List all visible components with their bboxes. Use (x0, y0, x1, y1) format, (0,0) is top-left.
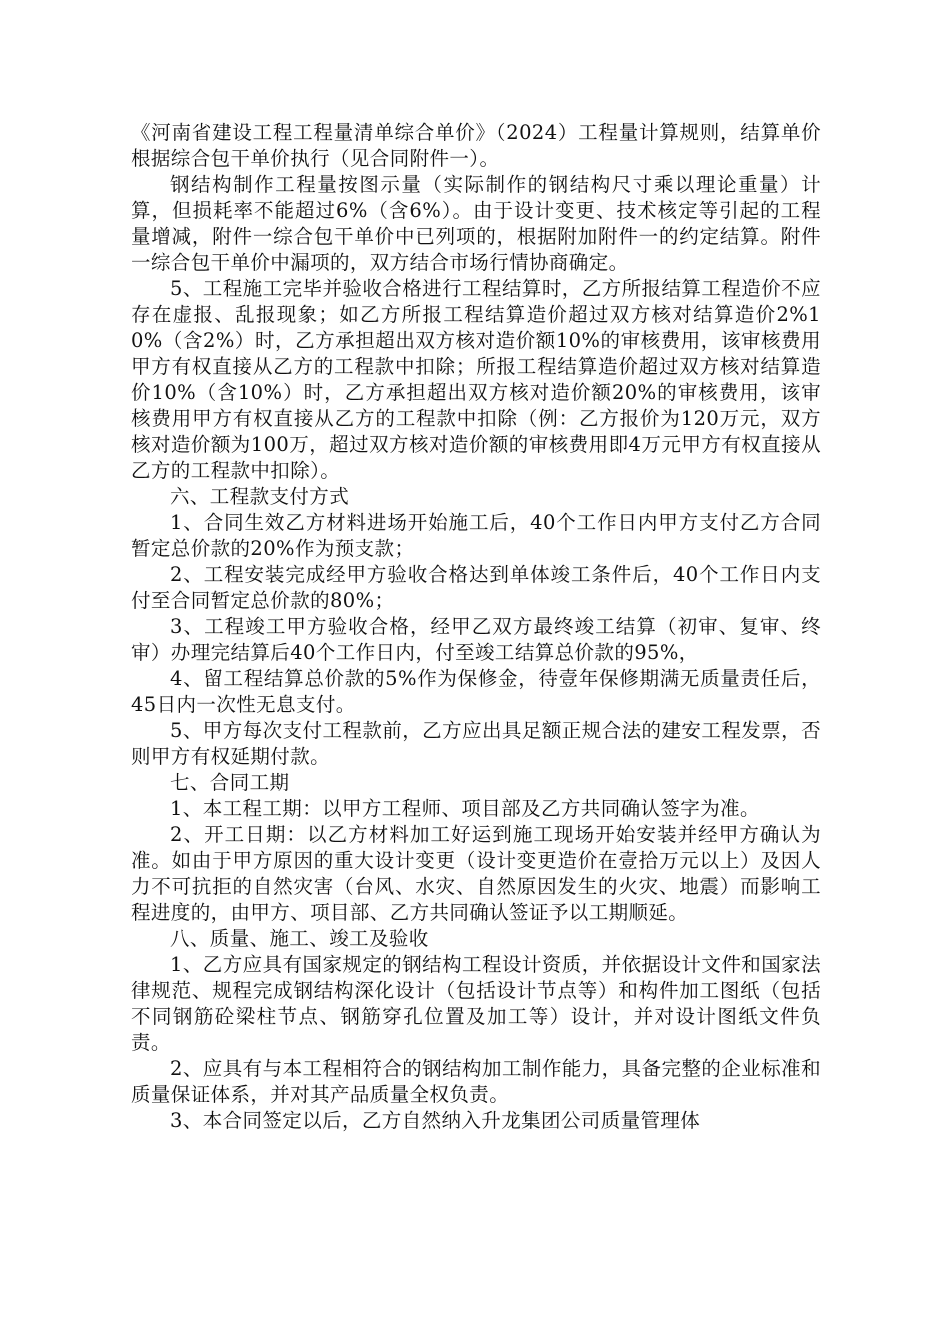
paragraph-payment-3: 3、工程竣工甲方验收合格，经甲乙双方最终竣工结算（初审、复审、终审）办理完结算后40个工作日内，付至竣工结算总价款的95%， (131, 615, 821, 664)
paragraph-quality-3: 3、本合同签定以后，乙方自然纳入升龙集团公司质量管理体 (170, 1109, 701, 1132)
paragraph-schedule-2: 2、开工日期：以乙方材料加工好运到施工现场开始安装并经甲方确认为准。如由于甲方原因的重大设计变更（设计变更造价在壹拾万元以上）及因人力不可抗拒的自然灾害（台风、水灾、自然原因发生的火灾、地震）而影响工程进度的，由甲方、项目部、乙方共同确认签证予以工期顺延。 (131, 823, 821, 924)
paragraph-quality-2: 2、应具有与本工程相符合的钢结构加工制作能力，具备完整的企业标准和质量保证体系，并对其产品质量全权负责。 (131, 1057, 821, 1106)
paragraph-payment-5: 5、甲方每次支付工程款前，乙方应出具足额正规合法的建安工程发票，否则甲方有权延期付款。 (131, 719, 821, 768)
paragraph-steel-quantity: 钢结构制作工程量按图示量（实际制作的钢结构尺寸乘以理论重量）计算，但损耗率不能超过6%（含6%）。由于设计变更、技术核定等引起的工程量增减，附件一综合包干单价中已列项的，根据附加附件一的约定结算。附件一综合包干单价中漏项的，双方结合市场行情协商确定。 (131, 173, 821, 274)
paragraph-settlement-audit: 5、工程施工完毕并验收合格进行工程结算时，乙方所报结算工程造价不应存在虚报、乱报现象；如乙方所报工程结算造价超过双方核对结算造价2%10%（含2%）时，乙方承担超出双方核对造价额10%的审核费用，该审核费用甲方有权直接从乙方的工程款中扣除；所报工程结算造价超过双方核对结算造价10%（含10%）时，乙方承担超出双方核对造价额20%的审核费用，该审核费用甲方有权直接从乙方的工程款中扣除（例：乙方报价为120万元，双方核对造价额为100万，超过双方核对造价额的审核费用即4万元甲方有权直接从乙方的工程款中扣除）。 (131, 277, 821, 482)
document-page (131, 120, 821, 1134)
section-heading-schedule: 七、合同工期 (170, 771, 290, 794)
paragraph-payment-1: 1、合同生效乙方材料进场开始施工后，40个工作日内甲方支付乙方合同暂定总价款的20%作为预支款； (131, 511, 821, 560)
paragraph-payment-2: 2、工程安装完成经甲方验收合格达到单体竣工条件后，40个工作日内支付至合同暂定总价款的80%； (131, 563, 821, 612)
paragraph-quality-1: 1、乙方应具有国家规定的钢结构工程设计资质，并依据设计文件和国家法律规范、规程完成钢结构深化设计（包括设计节点等）和构件加工图纸（包括不同钢筋砼梁柱节点、钢筋穿孔位置及加工等）设计，并对设计图纸文件负责。 (131, 953, 821, 1054)
paragraph-schedule-1: 1、本工程工期：以甲方工程师、项目部及乙方共同确认签字为准。 (170, 797, 760, 820)
section-heading-payment: 六、工程款支付方式 (170, 485, 350, 508)
paragraph-payment-4: 4、留工程结算总价款的5%作为保修金，待壹年保修期满无质量责任后，45日内一次性无息支付。 (131, 667, 821, 716)
section-heading-quality: 八、质量、施工、竣工及验收 (170, 927, 429, 950)
paragraph-pricing-rule: 《河南省建设工程工程量清单综合单价》（2024）工程量计算规则，结算单价根据综合包干单价执行（见合同附件一）。 (131, 121, 821, 170)
